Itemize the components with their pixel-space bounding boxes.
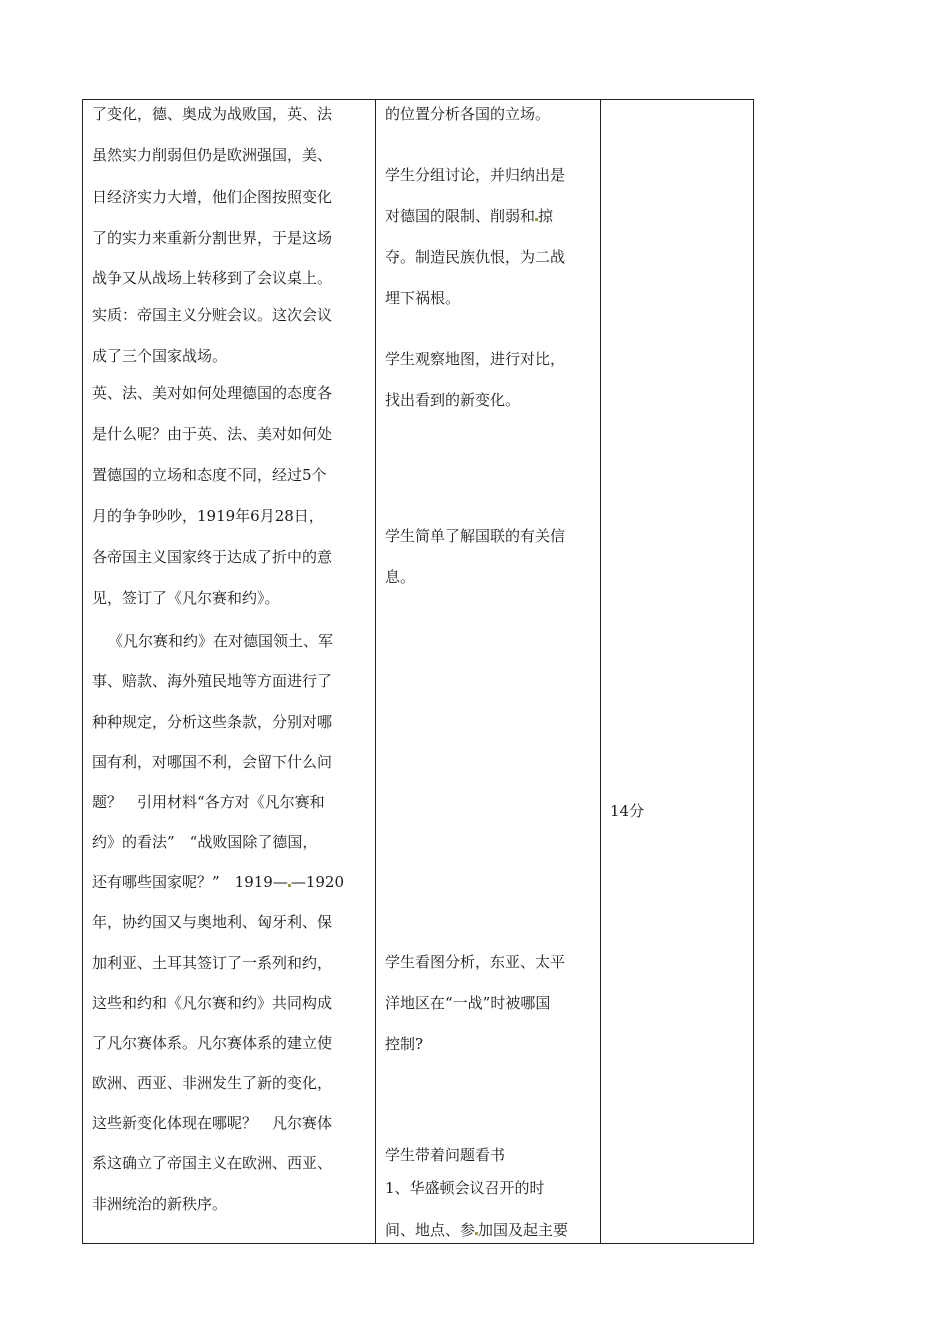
col1-line-tail: —1920 [290, 873, 345, 891]
col2-line: 找出看到的新变化。 [385, 391, 521, 409]
col1-line: 国有利，对哪国不利，会留下什么问 [92, 753, 333, 771]
col2-line-text: 对德国的限制、削弱和 [385, 207, 536, 225]
col1-line: 了凡尔赛体系。凡尔赛体系的建立使 [92, 1034, 333, 1052]
lesson-table [82, 99, 754, 1244]
col1-line: 《凡尔赛和约》在对德国领土、军 [108, 632, 334, 650]
col2-line: 控制? [385, 1035, 424, 1053]
col2-line-text: 掠 [538, 207, 554, 225]
col2-line [385, 1220, 568, 1240]
col1-line: 年，协约国又与奥地利、匈牙利、保 [92, 913, 333, 931]
col1-line: 见，签订了《凡尔赛和约》。 [92, 589, 280, 607]
col1-line-text: 还有哪些国家呢？” 1919— [92, 873, 288, 891]
col1-line: 各帝国主义国家终于达成了折中的意 [92, 548, 333, 566]
col2-line: 洋地区在“一战”时被哪国 [385, 994, 551, 1012]
col2-line: 学生带着问题看书 [385, 1146, 506, 1164]
col1-line: 欧洲、西亚、非洲发生了新的变化， [92, 1074, 333, 1092]
col1-line: 这些新变化体现在哪呢？ 凡尔赛体 [92, 1114, 333, 1132]
col2-line: 的位置分析各国的立场。 [385, 105, 551, 123]
col1-line: 成了三个国家战场。 [92, 347, 228, 365]
col1-line: 是什么呢？由于英、法、美对如何处 [92, 425, 333, 443]
col2-line: 息。 [385, 568, 416, 586]
col1-line: 日经济实力大增，他们企图按照变化 [92, 188, 333, 206]
col2-line: 埋下祸根。 [385, 289, 461, 307]
col1-line: 种种规定，分析这些条款，分别对哪 [92, 713, 333, 731]
col2-line: 夺。制造民族仇恨，为二战 [385, 248, 566, 266]
col2-line: 1、华盛顿会议召开的时 [385, 1179, 545, 1197]
col1-line: 系这确立了帝国主义在欧洲、西亚、 [92, 1154, 333, 1172]
col1-line: 虽然实力削弱但仍是欧洲强国，美、 [92, 146, 333, 164]
col1-line: 这些和约和《凡尔赛和约》共同构成 [92, 994, 333, 1012]
col2-line: 学生看图分析，东亚、太平 [385, 953, 566, 971]
col1-line: 了变化，德、奥成为战败国，英、法 [92, 105, 333, 123]
time-allocation: 14分 [610, 802, 645, 820]
col2-line: 学生观察地图，进行对比， [385, 350, 566, 368]
col1-line: 事、赔款、海外殖民地等方面进行了 [92, 672, 333, 690]
column-divider-1 [375, 100, 376, 1243]
col2-line [385, 206, 553, 226]
col2-line-text: 加国及起主要 [478, 1221, 569, 1239]
col1-line: 置德国的立场和态度不同，经过5个 [92, 466, 327, 484]
col1-line: 题？ 引用材料“各方对《凡尔赛和 [92, 793, 325, 811]
col1-line: 约》的看法” “战败国除了德国， [92, 833, 318, 851]
col2-line-text: 间、地点、参 [385, 1221, 476, 1239]
col1-line: 月的争争吵吵，1919年6月28日， [92, 507, 324, 525]
col1-line: 加利亚、土耳其签订了一系列和约， [92, 954, 333, 972]
col2-line: 学生分组讨论，并归纳出是 [385, 166, 566, 184]
column-divider-2 [600, 100, 601, 1243]
col1-line: 英、法、美对如何处理德国的态度各 [92, 384, 333, 402]
col1-line: 实质：帝国主义分赃会议。这次会议 [92, 306, 333, 324]
col2-line: 学生简单了解国联的有关信 [385, 527, 566, 545]
col1-line: 战争又从战场上转移到了会议桌上。 [92, 269, 333, 287]
col1-line: 了的实力来重新分割世界，于是这场 [92, 229, 333, 247]
col1-line [92, 872, 344, 892]
col1-line: 非洲统治的新秩序。 [92, 1195, 228, 1213]
